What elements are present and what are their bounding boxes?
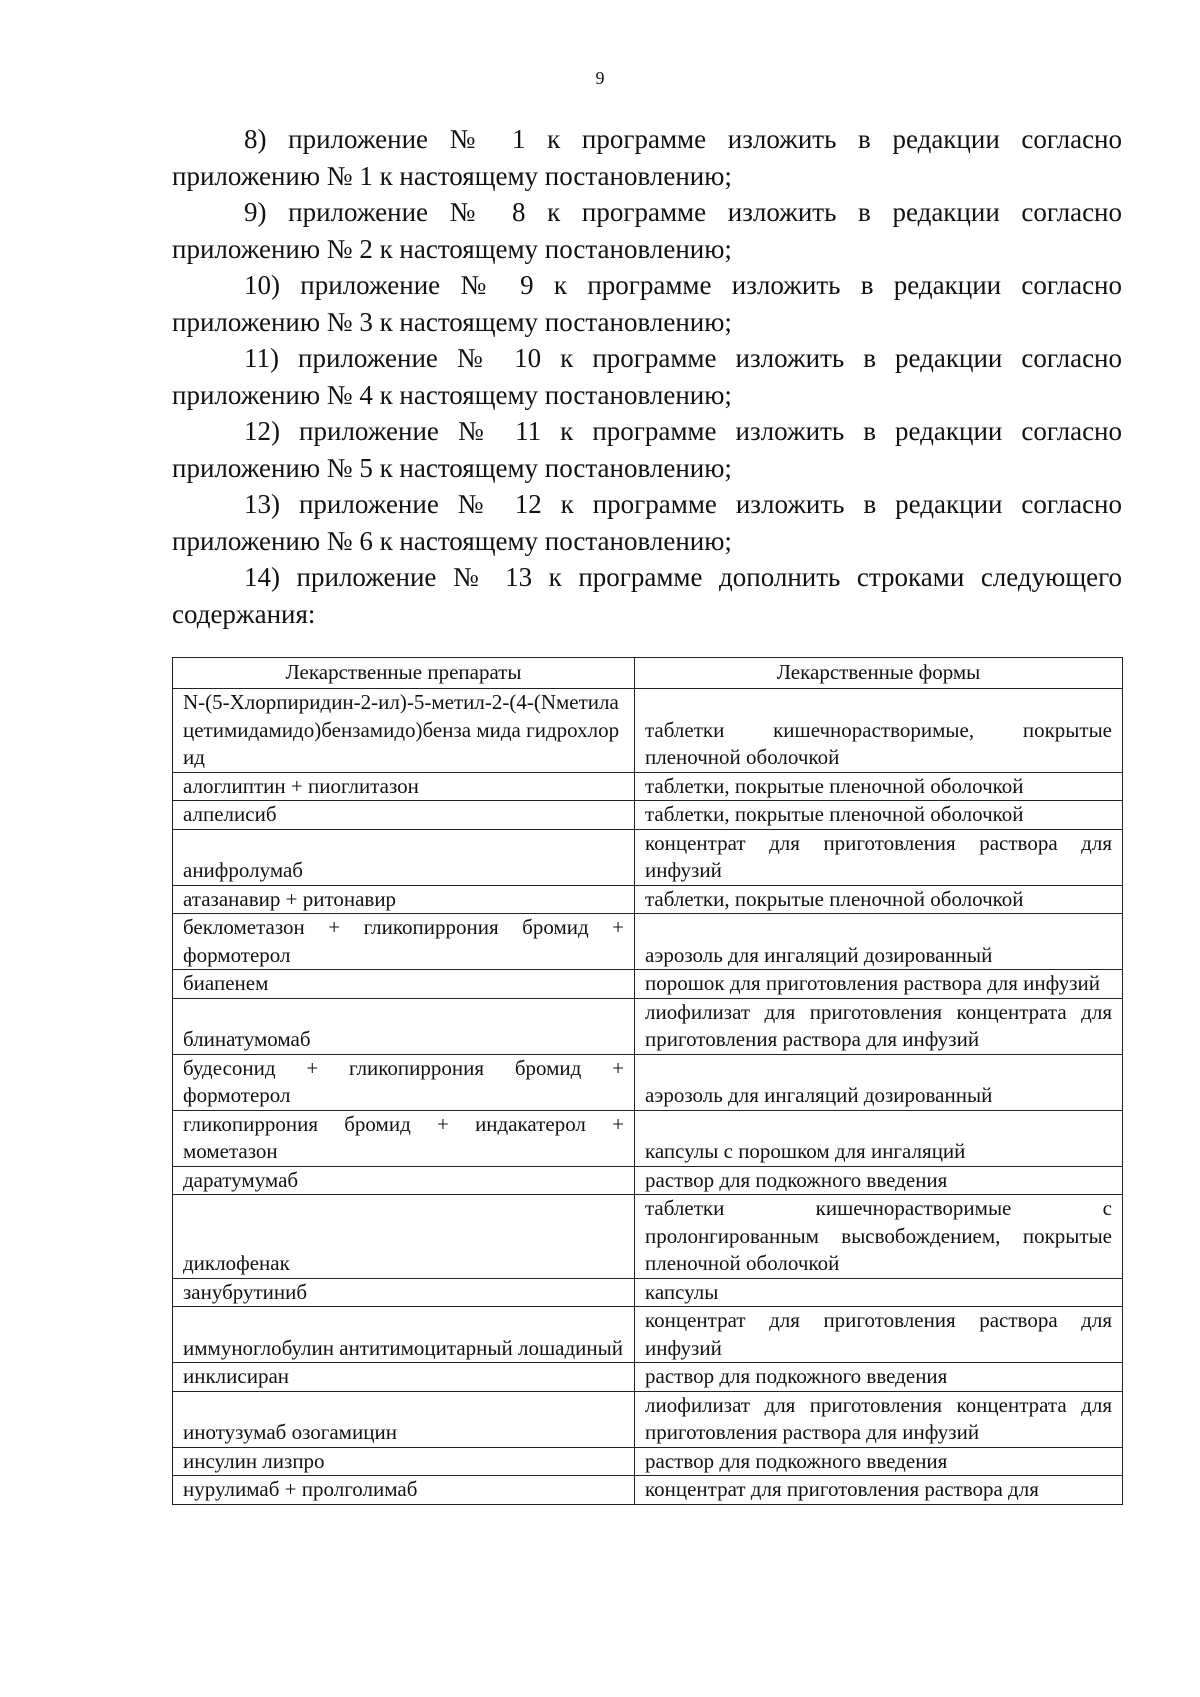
table-header-row bbox=[173, 658, 1123, 689]
table-row bbox=[173, 772, 1123, 801]
table-row bbox=[173, 998, 1123, 1054]
paragraph-continuation: приложению № 3 к настоящему постановлению; bbox=[172, 306, 732, 337]
drug-form-cell: аэрозоль для ингаляций дозированный bbox=[635, 1054, 1123, 1110]
paragraph-first-line: 12) приложение № 11 к программе изложить в редакции согласно bbox=[244, 416, 1122, 446]
drug-form-cell: таблетки кишечнорастворимые с пролонгированным высвобождением, покрытые пленочной оболочкой bbox=[635, 1195, 1123, 1279]
drug-form-cell: раствор для подкожного введения bbox=[635, 1363, 1123, 1392]
drug-form-cell: лиофилизат для приготовления концентрата для приготовления раствора для инфузий bbox=[635, 1391, 1123, 1447]
drug-name-cell: блинатумомаб bbox=[173, 998, 635, 1054]
page-number: 9 bbox=[595, 68, 605, 88]
table-row bbox=[173, 689, 1123, 773]
table-row bbox=[173, 1363, 1123, 1392]
drug-form-cell: концентрат для приготовления раствора для bbox=[635, 1476, 1123, 1505]
table-row bbox=[173, 1110, 1123, 1166]
paragraph-item-13 bbox=[172, 486, 1122, 559]
paragraph-item-14 bbox=[172, 559, 1122, 632]
table-row bbox=[173, 1195, 1123, 1279]
drug-name-cell: диклофенак bbox=[173, 1195, 635, 1279]
drug-name-cell: будесонид + гликопиррония бромид + формотерол bbox=[173, 1054, 635, 1110]
drug-name-cell: занубрутиниб bbox=[173, 1278, 635, 1307]
table-row bbox=[173, 1166, 1123, 1195]
drug-form-cell: таблетки, покрытые пленочной оболочкой bbox=[635, 801, 1123, 830]
drug-name-cell: гликопиррония бромид + индакатерол + мометазон bbox=[173, 1110, 635, 1166]
drug-form-cell: таблетки кишечнорастворимые, покрытые пленочной оболочкой bbox=[635, 689, 1123, 773]
drug-name-cell: беклометазон + гликопиррония бромид + формотерол bbox=[173, 914, 635, 970]
document-body bbox=[172, 121, 1122, 632]
paragraph-item-8 bbox=[172, 121, 1122, 194]
paragraph-continuation: приложению № 1 к настоящему постановлению; bbox=[172, 160, 732, 191]
paragraph-continuation: приложению № 6 к настоящему постановлению; bbox=[172, 525, 732, 556]
drug-form-cell: концентрат для приготовления раствора для инфузий bbox=[635, 829, 1123, 885]
drug-form-cell: таблетки, покрытые пленочной оболочкой bbox=[635, 772, 1123, 801]
table-row bbox=[173, 1391, 1123, 1447]
drug-form-cell: порошок для приготовления раствора для инфузий bbox=[635, 970, 1123, 999]
paragraph-continuation: приложению № 2 к настоящему постановлению; bbox=[172, 233, 732, 264]
paragraph-continuation: содержания: bbox=[172, 598, 316, 629]
drug-name-cell: инотузумаб озогамицин bbox=[173, 1391, 635, 1447]
drug-name-cell: N-(5-Хлорпиридин-2-ил)-5-метил-2-(4-(Nметилацетимидамидо)бензамидо)бенза мида гидрохлорид bbox=[173, 689, 635, 773]
drug-form-cell: аэрозоль для ингаляций дозированный bbox=[635, 914, 1123, 970]
header-drugs: Лекарственные препараты bbox=[173, 658, 635, 689]
paragraph-item-11 bbox=[172, 340, 1122, 413]
paragraph-first-line: 14) приложение № 13 к программе дополнить строками следующего bbox=[244, 562, 1122, 592]
paragraph-first-line: 9) приложение № 8 к программе изложить в редакции согласно bbox=[244, 197, 1122, 227]
drug-form-cell: капсулы bbox=[635, 1278, 1123, 1307]
paragraph-first-line: 8) приложение № 1 к программе изложить в редакции согласно bbox=[244, 124, 1122, 154]
drug-form-cell: капсулы с порошком для ингаляций bbox=[635, 1110, 1123, 1166]
table-row bbox=[173, 1307, 1123, 1363]
drug-name-cell: биапенем bbox=[173, 970, 635, 999]
table-row bbox=[173, 801, 1123, 830]
paragraph-item-12 bbox=[172, 413, 1122, 486]
drug-form-cell: таблетки, покрытые пленочной оболочкой bbox=[635, 885, 1123, 914]
drug-name-cell: алпелисиб bbox=[173, 801, 635, 830]
paragraph-item-9 bbox=[172, 194, 1122, 267]
table-row bbox=[173, 885, 1123, 914]
drug-form-cell: раствор для подкожного введения bbox=[635, 1447, 1123, 1476]
drug-name-cell: инклисиран bbox=[173, 1363, 635, 1392]
drug-name-cell: иммуноглобулин антитимоцитарный лошадиный bbox=[173, 1307, 635, 1363]
drug-name-cell: инсулин лизпро bbox=[173, 1447, 635, 1476]
drugs-table bbox=[172, 657, 1123, 1505]
drug-form-cell: концентрат для приготовления раствора для инфузий bbox=[635, 1307, 1123, 1363]
table-row bbox=[173, 1476, 1123, 1505]
drug-name-cell: атазанавир + ритонавир bbox=[173, 885, 635, 914]
paragraph-first-line: 13) приложение № 12 к программе изложить в редакции согласно bbox=[244, 489, 1122, 519]
header-forms: Лекарственные формы bbox=[635, 658, 1123, 689]
table-row bbox=[173, 914, 1123, 970]
paragraph-first-line: 10) приложение № 9 к программе изложить в редакции согласно bbox=[244, 270, 1122, 300]
table-row bbox=[173, 1054, 1123, 1110]
paragraph-first-line: 11) приложение № 10 к программе изложить в редакции согласно bbox=[244, 343, 1122, 373]
table-row bbox=[173, 1447, 1123, 1476]
drug-form-cell: раствор для подкожного введения bbox=[635, 1166, 1123, 1195]
drug-name-cell: даратумумаб bbox=[173, 1166, 635, 1195]
table-row bbox=[173, 1278, 1123, 1307]
drug-name-cell: нурулимаб + пролголимаб bbox=[173, 1476, 635, 1505]
drug-form-cell: лиофилизат для приготовления концентрата для приготовления раствора для инфузий bbox=[635, 998, 1123, 1054]
table-row bbox=[173, 829, 1123, 885]
paragraph-continuation: приложению № 4 к настоящему постановлению; bbox=[172, 379, 732, 410]
drug-name-cell: анифролумаб bbox=[173, 829, 635, 885]
paragraph-continuation: приложению № 5 к настоящему постановлению; bbox=[172, 452, 732, 483]
table-row bbox=[173, 970, 1123, 999]
paragraph-item-10 bbox=[172, 267, 1122, 340]
drug-name-cell: алоглиптин + пиоглитазон bbox=[173, 772, 635, 801]
